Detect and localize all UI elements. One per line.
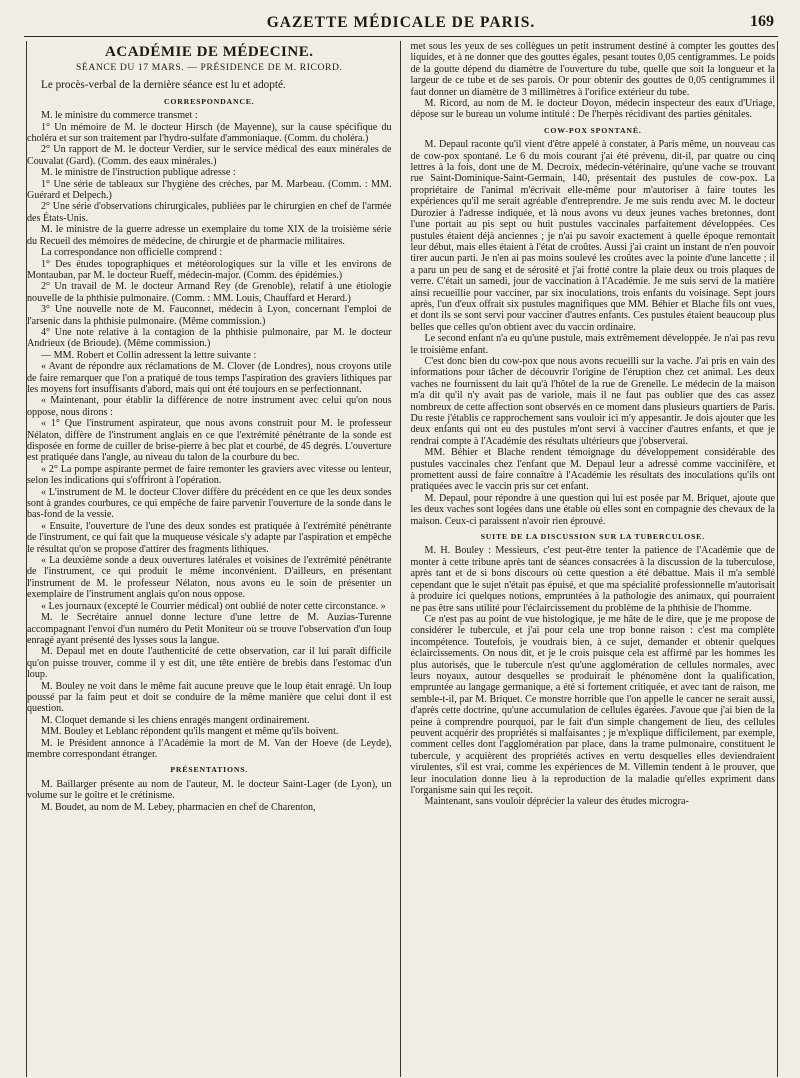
paragraph: M. le ministre du commerce transmet : <box>40 110 198 122</box>
paragraph: Le second enfant n'a eu qu'une pustule, mais extrêmement développée. Je n'ai pas revu le troisième enfant. <box>410 333 776 356</box>
paragraph: « 1° Que l'instrument aspirateur, que nous avons construit pour M. le professeur Nélaton, diffère de l'instrument anglais en ce que l'extrémité pénétrante de la sonde est disposée en forme de cuiller de brise-pierre à bec plat et courbé, de 45 degrés. L'ouverture est pratiquée dans l'angle, au niveau du talon de la courbure du bec. <box>26 418 392 464</box>
subsection-heading: CORRESPONDANCE. <box>163 96 255 106</box>
session-heading: SÉANCE DU 17 MARS. — PRÉSIDENCE DE M. RICORD. <box>75 62 343 74</box>
running-title: GAZETTE MÉDICALE DE PARIS. <box>266 14 536 31</box>
paragraph: « Ensuite, l'ouverture de l'une des deux sondes est pratiquée à l'extrémité pénétrante de l'instrument, ce qui fait que la muqueuse vésicale s'y adapte par l'aspiration et empêche le résultat qu'on se propose d'attirer des fragments lithiques. <box>26 520 392 555</box>
paragraph: « Avant de répondre aux réclamations de M. Clover (de Londres), nous croyons utile de faire remarquer que l'on a pratiqué de tous temps l'aspiration des graviers lithiques par les moyens fort insuffisants d'abord, mais qui ont été toujours en se perfectionnant. <box>26 361 392 395</box>
left-column <box>27 41 398 1077</box>
paragraph: 2° Une série d'observations chirurgicales, publiées par le chirurgien en chef de l'armée des États-Unis. <box>26 201 392 224</box>
paragraph: 2° Un rapport de M. le docteur Verdier, sur le service médical des eaux minérales de Couvalat (Gard). (Comm. des eaux minérales.) <box>26 144 392 167</box>
paragraph: M. le Secrétaire annuel donne lecture d'une lettre de M. Auzias-Turenne accompagnant l'envoi d'un numéro du Petit Moniteur où se trouve l'observation d'un loup enragé ayant présenté des lysses sous la langue. <box>26 612 392 646</box>
column-divider <box>400 41 401 1077</box>
paragraph: M. Boudet, au nom de M. Lebey, pharmacien en chef de Charenton, <box>40 801 316 813</box>
paragraph: 1° Une série de tableaux sur l'hygiène des crèches, par M. Marbeau. (Comm. : MM. Guérard et Delpech.) <box>26 178 392 202</box>
paragraph: M. le ministre de la guerre adresse un exemplaire du tome XIX de la troisième série du Recueil des mémoires de médecine, de chirurgie et de pharmacie militaires. <box>26 224 392 247</box>
paragraph: « Maintenant, pour établir la différence de notre instrument avec celui qu'on nous oppose, nous dirons : <box>26 395 392 418</box>
paragraph: M. Depaul met en doute l'authenticité de cette observation, car il lui paraît difficile qu'on puisse trouver, comme il y est dit, une tête entière de brebis dans l'estomac d'un loup. <box>26 646 392 681</box>
paragraph: M. Depaul raconte qu'il vient d'être appelé à constater, à Paris même, un nouveau cas de cow-pox spontané. Le 6 du mois courant j'ai été prévenu, dit-il, par quatre ou cinq lettres à la fois, dont une de M. Decroix, médecin-vétérinaire, qu'une vache se trouvant rue Saint-Dominique-Saint-Germain, 140, présentait des pustules de cow-pox. La propriétaire de l'animal m'écrivait elle-même pour m'autoriser à faire toutes les expériences qu'il me serait agréable d'entreprendre. Je me suis rendu avec M. le docteur Durozier à l'adresse indiquée, et là nous avons vu deux jeunes vaches bretonnes, dont l'une portait au pis sept ou huit pustules vaccinales parfaitement développées. Ces pustules étaient déjà anciennes ; je n'ai pu savoir exactement à quelle époque remontait leur début, mais elles étaient à l'état de croûtes. Aussi j'ai craint un instant de n'en pouvoir tirer aucun parti. Je n'en ai pas moins soulevé les croûtes avec la pointe d'une lancette ; il a paru un peu de sang et de sérosité et j'ai frotté contre la plaie deux ou trois plaques de verre. C'était un samedi, jour de vaccination à l'Académie. Je me suis servi de la matière ainsi recueillie pour vacciner, par six inoculations, trois enfants du voisinage. Sept jours après, l'un d'eux offrait six pustules magnifiques que MM. Béhier et Blache fils ont vues, et dont ils se sont servi pour vacciner d'autres enfants. Ces pustules étaient beaucoup plus belles que celles qu'on obtient avec du vaccin ordinaire. <box>410 139 776 333</box>
page-number: 169 <box>750 13 774 30</box>
paragraph: 1° Des études topographiques et météorologiques sur la ville et les environs de Montauban, par M. le docteur Rueff, médecin-major. (Comm. des épidémies.) <box>26 258 392 281</box>
subsection-heading: COW-POX SPONTANÉ. <box>543 125 642 135</box>
section-title: ACADÉMIE DE MÉDECINE. <box>105 44 314 60</box>
paragraph: M. le ministre de l'instruction publique adresse : <box>40 167 236 179</box>
paragraph: M. Ricord, au nom de M. le docteur Doyon, médecin inspecteur des eaux d'Uriage, dépose sur le bureau un volume intitulé : De l'herpès récidivant des parties génitales. <box>410 98 776 121</box>
paragraph: « 2° La pompe aspirante permet de faire remonter les graviers avec vitesse ou lenteur, selon les indications qui s'offriront à l'opération. <box>26 463 392 487</box>
right-column <box>403 41 776 1077</box>
paragraph: M. Bouley ne voit dans le même fait aucune preuve que le loup était enragé. Un loup poussé par la faim peut et doit se conduire de la même manière que celui dont il est question. <box>26 680 392 715</box>
paragraph: « L'instrument de M. le docteur Clover diffère du précédent en ce que les deux sondes sont à grandes courbures, ce qui empêche de faire parvenir l'ouverture de la sonde dans le bas-fond de la vessie. <box>26 486 392 521</box>
paragraph: C'est donc bien du cow-pox que nous avons recueilli sur la vache. J'ai pris en vain des informations pour tâcher de découvrir l'origine de l'éruption chez cet animal. Les deux vaches ne fournissent du lait qu'à l'hôtel de la rue de Grenelle. Le médecin de la maison m'a dit qu'il n'y avait pas de variole, mais il ne faut pas oublier que des cas assez nombreux de cette affection sont observés en ce moment dans plusieurs quartiers de Paris. Du reste j'établis ce rapprochement sans vouloir ici m'y appesantir. Je dois ajouter que les deux enfants qui ont eu des pustules m'ont servi à vacciner d'autres enfants, et que je rendrai compte à l'Académie des résultats ultérieurs que j'observerai. <box>410 355 776 447</box>
paragraph: La correspondance non officielle comprend : <box>40 247 223 259</box>
article-columns <box>24 41 778 1077</box>
paragraph: « Les journaux (excepté le Courrier médical) ont oublié de noter cette circonstance. » <box>40 600 386 612</box>
paragraph: M. Baillarger présente au nom de l'auteur, M. le docteur Saint-Lager (de Lyon), un volume sur le goître et le crétinisme. <box>26 778 392 802</box>
paragraph: M. le Président annonce à l'Académie la mort de M. Van der Hoeve (de Leyde), membre correspondant étranger. <box>26 737 392 760</box>
paragraph: Ce n'est pas au point de vue histologique, je me hâte de le dire, que je me propose de considérer le tubercule, et j'ai pour cela une trop bonne raison : c'est ma complète incompétence. Toutefois, je voudrais bien, à ce sujet, demander et obtenir quelques éclaircissements. On nous dit, et je le crois puisque cela est affirmé par les hommes les plus autorisés, que le tubercule n'est qu'une agglomération de cellules normales, avec leurs noyaux, autour desquelles se produirait le phénomène dont la qualification, empruntée au langage germanique, a été si fortement critiquée, et avec tant de raison, me semble-t-il, par M. Briquet. Ce monstre horrible que l'on appelle le cancer ne serait aussi, d'après cette doctrine, qu'une accumulation de cellules égarées. J'avoue que j'ai bien de la peine à comprendre pourquoi, par le fait d'un simple changement de lieu, des cellules peuvent acquérir des propriétés si malfaisantes ; je m'explique difficilement, par exemple, comment celles dont l'agglomération par place, dans la trame pulmonaire, constituent le tubercule, y acquièrent des propriétés actives en vertu desquelles elles deviendraient virulentes, s'il est vrai, comme les expériences de M. Villemin tendent à le prouver, que leur inoculation donne lieu à la reproduction de la maladie qu'elles expriment dans l'organisme sain qui les reçoit. <box>410 613 776 796</box>
paragraph: 4° Une note relative à la contagion de la phthisie pulmonaire, par M. le docteur Andrieux (de Brioude). (Même commission.) <box>26 326 392 350</box>
paragraph: — MM. Robert et Collin adressent la lettre suivante : <box>40 349 257 361</box>
paragraph: met sous les yeux de ses collègues un petit instrument destiné à compter les gouttes des liquides, et à ne donner que des gouttes égales, pesant toutes 0,05 centigrammes. Le poids de la goutte dépend du diamètre de l'ouverture du tube, quelle que soit la longueur et la largeur de ce tube et de ses parois. Or pour obtenir des gouttes de 0,05 centigrammes il faut donner un diamètre de 3 millimètres à l'orifice extérieur du tube. <box>410 41 776 98</box>
subsection-heading: SUITE DE LA DISCUSSION SUR LA TUBERCULOSE. <box>480 532 705 542</box>
paragraph: 2° Un travail de M. le docteur Armand Rey (de Grenoble), relatif à une étiologie nouvelle de la phthisie pulmonaire. (Comm. : MM. Louis, Chauffard et Herard.) <box>26 281 392 304</box>
paragraph: Maintenant, sans vouloir déprécier la valeur des études microgra- <box>424 796 689 808</box>
subsection-heading: PRÉSENTATIONS. <box>170 765 249 775</box>
paragraph: « La deuxième sonde a deux ouvertures latérales et voisines de l'extrémité pénétrante de l'instrument, ce qui produit le même inconvénient. D'ailleurs, en présentant l'instrument de M. le professeur Nélaton, nous avons eu le soin de présenter un exemplaire de l'instrument anglais qu'on nous oppose. <box>26 555 392 601</box>
paragraph: 1° Un mémoire de M. le docteur Hirsch (de Mayenne), sur la cause spécifique du choléra et sur son traitement par l'hydro-sulfate d'ammoniaque. (Comm. du choléra.) <box>26 121 392 145</box>
running-head <box>24 10 778 37</box>
paragraph: MM. Bouley et Leblanc répondent qu'ils mangent et même qu'ils boivent. <box>40 726 339 738</box>
paragraph: MM. Béhier et Blache rendent témoignage du développement considérable des pustules vaccinales chez l'enfant que M. Depaul leur a adressé comme vaccinifère, et promettent aussi de faire connaître à l'Académie les résultats des inoculations qu'ils ont pratiquées avec le vaccin pris sur cet enfant. <box>410 447 776 493</box>
paragraph: M. H. Bouley : Messieurs, c'est peut-être tenter la patience de l'Académie que de monter à cette tribune après tant de séances consacrées à la discussion de la tuberculose, après tant et de si bons discours où cette question a été débattue. Mais il m'a semblé cependant que le sujet n'était pas épuisé, et que ma spécialité professionnelle m'autorisait à produire ici quelques notions, empruntées à la pathologie des animaux, qui pourraient ne pas être sans utilité pour l'éclaircissement du problème de la phthisie de l'homme. <box>410 545 776 614</box>
paragraph: 3° Une nouvelle note de M. Fauconnet, médecin à Lyon, concernant l'emploi de l'arsenic dans la phthisie pulmonaire. (Même commission.) <box>26 304 392 327</box>
column-rule-right-edge <box>777 41 778 1077</box>
paragraph: M. Depaul, pour répondre à une question qui lui est posée par M. Briquet, ajoute que les deux vaches sont logées dans une étable où elles sont en compagnie des chevaux de la maison. Ceux-ci paraissent n'avoir rien éprouvé. <box>410 492 776 527</box>
paragraph: M. Cloquet demande si les chiens enragés mangent ordinairement. <box>40 714 310 726</box>
lead-paragraph: Le procès-verbal de la dernière séance est lu et adopté. <box>40 78 286 91</box>
